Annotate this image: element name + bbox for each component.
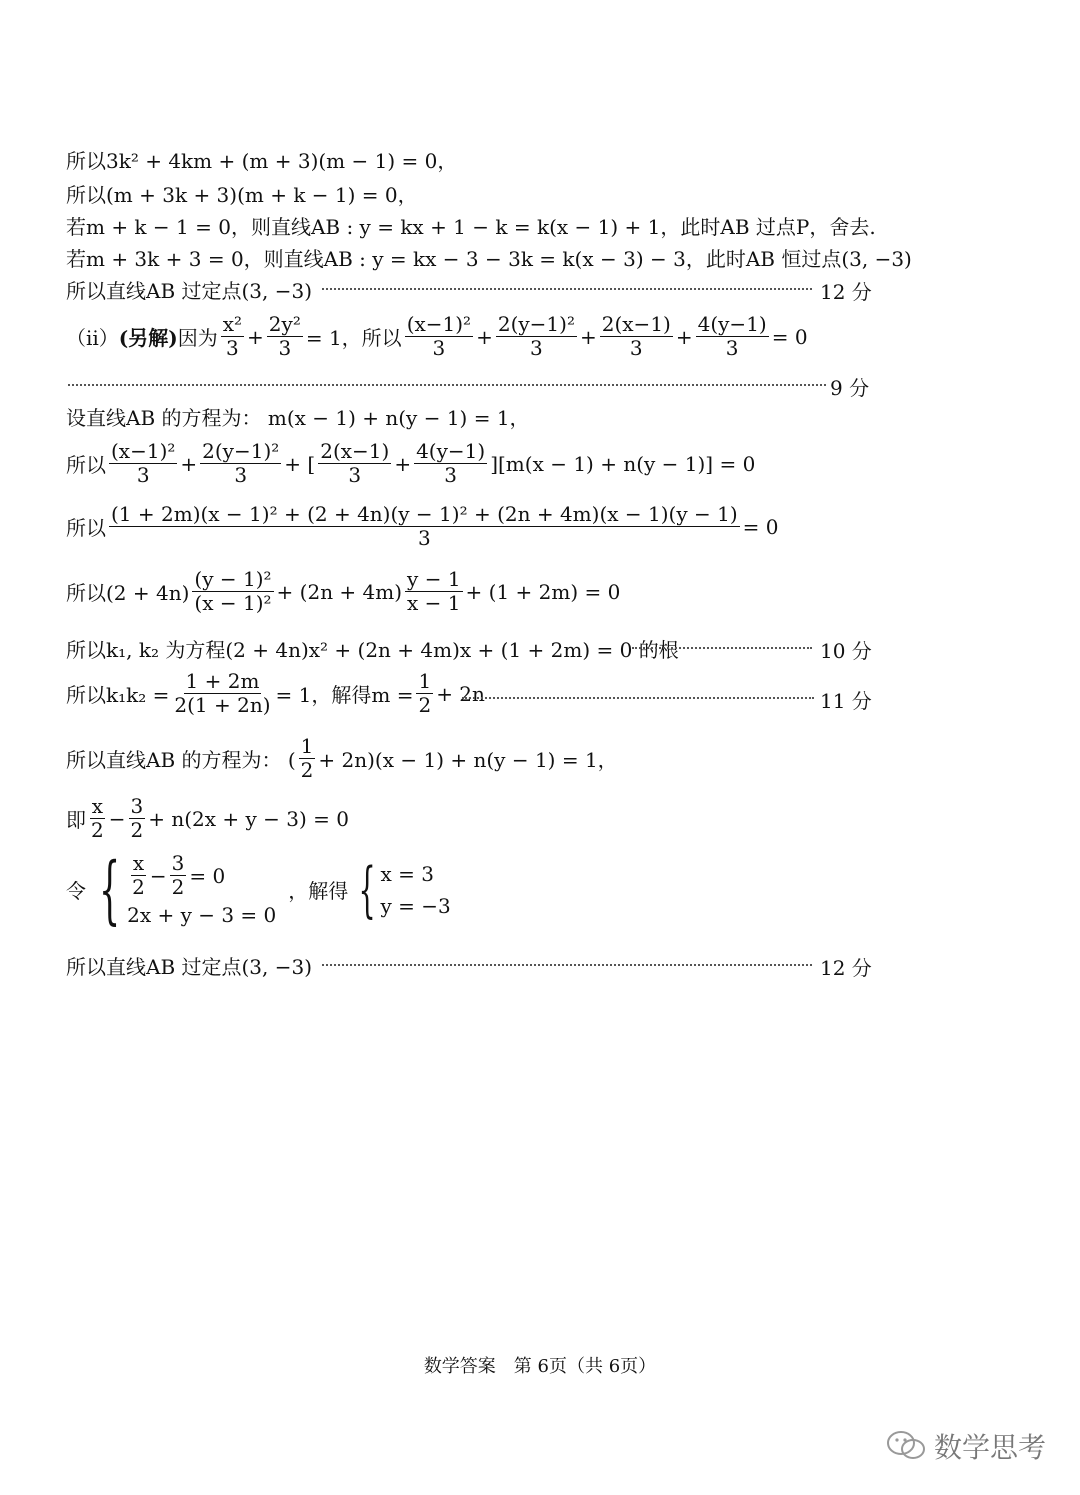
operator: −	[108, 806, 126, 831]
fraction: $\frac{\text{(y − 1)²}}{\text{(x − 1)²}}$	[194, 567, 272, 615]
fraction: $\frac{1}{2}$	[300, 734, 314, 782]
eq-line-3	[66, 211, 876, 240]
eq-text: = 0	[771, 324, 808, 349]
fraction: $\frac{2(x-1)}{3}$	[601, 312, 671, 360]
fraction: $\frac{4(y-1)}{3}$	[416, 439, 486, 487]
eq-line-14	[66, 735, 618, 782]
alt-solution-label: (另解)	[118, 326, 178, 350]
eq-text: 所以3k² + 4km + (m + 3)(m − 1) = 0，	[66, 149, 458, 173]
eq-text: x = 3	[380, 861, 434, 886]
fraction: $\frac{\text{(x−1)²}}{3}$	[111, 439, 176, 487]
fraction: $\frac{3}{2}$	[130, 794, 144, 842]
eq-text: + (2n + 4m)	[276, 579, 403, 604]
eq-text: + (1 + 2m) = 0	[465, 579, 621, 604]
operator: +	[394, 451, 412, 476]
fraction: $\frac{y - 1}{x - 1}$	[407, 567, 461, 615]
eq-text: 所以k₁k₂ =	[66, 683, 170, 707]
fraction: $\frac{1 + 2m}{2(1 + 2n)}$	[174, 669, 271, 717]
score-label: 10 分	[820, 639, 872, 663]
operator: +	[476, 324, 493, 349]
operator: −	[149, 863, 167, 888]
eq-line-4	[66, 243, 912, 272]
watermark	[886, 1426, 1046, 1466]
eq-text: ，解得	[288, 879, 349, 903]
eq-line-6	[66, 313, 808, 360]
eq-line-8	[66, 402, 530, 431]
eq-text: 所以(2 + 4n)	[66, 581, 190, 605]
eq-text: = 1，解得m =	[275, 683, 414, 707]
fraction: $\frac{2(x-1)}{3}$	[320, 439, 390, 487]
equation-system	[127, 852, 276, 927]
score-leader-4	[0, 683, 1080, 711]
part-label: （ⅱ）	[66, 326, 119, 350]
score-leader-1	[0, 274, 1080, 302]
fraction: $\frac{4(y-1)}{3}$	[697, 312, 767, 360]
eq-text: 若m + 3k + 3 = 0，则直线AB : y = kx − 3 − 3k = k(x − 3) − 3，此时AB 恒过点(3, −3)	[66, 247, 912, 271]
eq-line-11	[66, 568, 620, 615]
score-label: 12 分	[820, 956, 872, 980]
eq-text: = 0	[742, 514, 779, 539]
eq-line-2	[66, 179, 418, 208]
eq-text: 所以(m + 3k + 3)(m + k − 1) = 0，	[66, 183, 418, 207]
operator: +	[180, 451, 198, 476]
score-label: 12 分	[820, 280, 872, 304]
left-brace: {	[358, 854, 376, 925]
eq-text: + n(2x + y − 3) = 0	[148, 806, 350, 831]
operator: +	[247, 324, 264, 349]
score-leader-5	[0, 950, 1080, 978]
left-brace: {	[98, 846, 121, 933]
eq-text: 因为	[177, 326, 218, 350]
page-footer: 数学答案 第 6页（共 6页）	[423, 1356, 657, 1377]
watermark-text: 数学思考	[933, 1431, 1046, 1464]
eq-line-9	[66, 440, 755, 487]
fraction: $\frac{\text{2(y−1)²}}{3}$	[497, 312, 575, 360]
chat-bubble-icon	[886, 1429, 926, 1463]
score-leader-2	[0, 370, 1080, 398]
eq-text: 2x + y − 3 = 0	[127, 903, 277, 927]
operator: + [	[284, 451, 316, 476]
fraction: $\frac{\text{(x−1)²}}{3}$	[406, 312, 472, 360]
score-leader-3	[0, 633, 1080, 661]
operator: +	[675, 324, 693, 349]
eq-text: = 1，所以	[305, 326, 402, 350]
eq-text: 所以	[66, 453, 106, 477]
score-label: 11 分	[820, 689, 872, 713]
fraction: $\frac{x}{2}$	[91, 794, 104, 842]
fraction: $\frac{\text{2y²}}{3}$	[268, 312, 301, 360]
eq-text: 若m + k − 1 = 0，则直线AB : y = kx + 1 − k = k(x − 1) + 1，此时AB 过点P，舍去.	[66, 215, 876, 239]
eq-text: ][m(x − 1) + n(y − 1)] = 0	[490, 451, 756, 476]
eq-text: y = −3	[380, 893, 451, 918]
eq-text: = 0	[189, 863, 226, 888]
eq-line-15	[66, 795, 349, 842]
fraction: $\frac{\text{x²}}{3}$	[222, 312, 243, 360]
eq-text: + 2n)(x − 1) + n(y − 1) = 1，	[318, 748, 618, 772]
eq-line-1	[66, 145, 457, 174]
fraction: (1 + 2m)(x − 1)² + (2 + 4n)(y − 1)² + (2n + 4m)(x − 1)(y − 1) 3	[111, 502, 738, 550]
eq-line-10	[66, 503, 778, 550]
eq-text: 设直线AB 的方程为： m(x − 1) + n(y − 1) = 1，	[66, 406, 530, 430]
eq-text: 令	[66, 879, 86, 903]
eq-text: 所以	[66, 516, 106, 540]
eq-text: 所以直线AB 过定点(3, −3)	[66, 279, 313, 303]
score-label: 9 分	[830, 376, 870, 400]
operator: +	[579, 324, 597, 349]
eq-text: 所以直线AB 的方程为： (	[66, 748, 296, 772]
fraction: $\frac{1}{2}$	[418, 669, 432, 717]
eq-text: 即	[66, 808, 86, 832]
fraction: $\frac{3}{2}$	[171, 851, 185, 899]
solution-system	[380, 862, 450, 918]
eq-text: + 2n	[436, 681, 485, 706]
fraction: $\frac{\text{2(y−1)²}}{3}$	[202, 439, 280, 487]
eq-line-16	[66, 846, 451, 933]
fraction: $\frac{x}{2}$	[132, 851, 145, 899]
eq-text: 所以直线AB 过定点(3, −3)	[66, 955, 313, 979]
eq-text: 所以k₁, k₂ 为方程(2 + 4n)x² + (2n + 4m)x + (1 + 2m) = 0 的根	[66, 638, 679, 662]
